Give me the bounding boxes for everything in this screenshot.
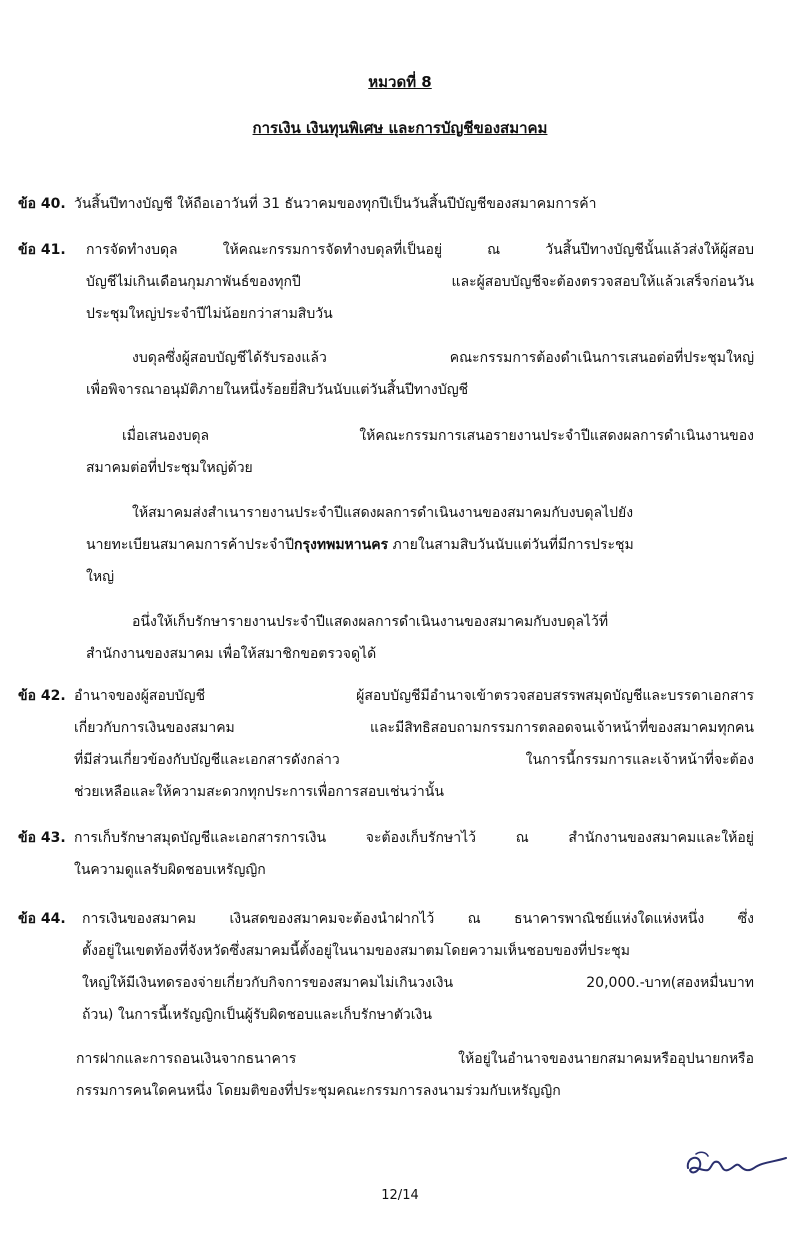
deadline-text: ภายในสามสิบวันนับแต่วันที่มีการประชุม — [388, 537, 634, 553]
clause-line: การจัดทำงบดุล ให้คณะกรรมการจัดทำงบดุลที่เป็นอยู่ ณ วันสิ้นปีทางบัญชีนั้นแล้วส่งให้ผู้สอบ — [86, 242, 754, 258]
clause-number: ข้อ 44. — [18, 911, 66, 927]
clause-line: เกี่ยวกับการเงินของสมาคม และมีสิทธิสอบถามกรรมการตลอดจนเจ้าหน้าที่ของสมาคมทุกคน — [74, 720, 754, 736]
paragraph-line — [86, 529, 754, 561]
clause-line: อำนาจของผู้สอบบัญชี ผู้สอบบัญชีมีอำนาจเข้าตรวจสอบสรรพสมุดบัญชีและบรรดาเอกสาร — [74, 688, 754, 704]
clause-text: วันสิ้นปีทางบัญชี ให้ถือเอาวันที่ 31 ธันวาคมของทุกปีเป็นวันสิ้นปีบัญชีของสมาคมการค้า — [74, 196, 597, 212]
clause-41-paragraph-2 — [86, 342, 754, 406]
clause-line: ถ้วน) ในการนี้เหรัญญิกเป็นผู้รับผิดชอบและเก็บรักษาตัวเงิน — [82, 1007, 432, 1023]
clause-line: ประชุมใหญ่ประจำปีไม่น้อยกว่าสามสิบวัน — [86, 306, 333, 322]
paragraph-line: สมาคมต่อที่ประชุมใหญ่ด้วย — [86, 460, 253, 476]
chapter-subtitle: การเงิน เงินทุนพิเศษ และการบัญชีของสมาคม — [252, 119, 548, 137]
clause-line: ตั้งอยู่ในเขตท้องที่จังหวัดซึ่งสมาคมนี้ตั้งอยู่ในนามของสมาตมโดยความเห็นชอบของที่ประชุม — [82, 943, 631, 959]
clause-line: การเก็บรักษาสมุดบัญชีและเอกสารการเงิน จะต้องเก็บรักษาไว้ ณ สำนักงานของสมาคมและให้อยู่ — [74, 830, 754, 846]
paragraph-line: อนึ่งให้เก็บรักษารายงานประจำปีแสดงผลการดำเนินงานของสมาคมกับงบดุลไว้ที่ — [132, 614, 609, 630]
paragraph-line: ให้สมาคมส่งสำเนารายงานประจำปีแสดงผลการดำเนินงานของสมาคมกับงบดุลไปยัง — [132, 505, 634, 521]
clause-line: ที่มีส่วนเกี่ยวข้องกับบัญชีและเอกสารดังกล่าว ในการนี้กรรมการและเจ้าหน้าที่จะต้อง — [74, 752, 754, 768]
clause-number: ข้อ 43. — [18, 830, 66, 846]
bangkok-bold-text: กรุงทพมหานคร — [294, 537, 389, 553]
clause-line: บัญชีไม่เกินเดือนกุมภาพันธ์ของทุกปี และผู้สอบบัญชีจะต้องตรวจสอบให้แล้วเสร็จก่อนวัน — [86, 274, 754, 290]
paragraph-line: การฝากและการถอนเงินจากธนาคาร ให้อยู่ในอำนาจของนายกสมาคมหรืออุปนายกหรือ — [76, 1051, 754, 1067]
paragraph-line: สำนักงานของสมาคม เพื่อให้สมาชิกขอตรวจดูได้ — [86, 646, 377, 662]
clause-line: ใหญ่ให้มีเงินทดรองจ่ายเกี่ยวกับกิจการของสมาคมไม่เกินวงเงิน 20,000.-บาท(สองหมื่นบาท — [82, 975, 754, 991]
clause-44-paragraph-2 — [76, 1043, 754, 1107]
clause-number: ข้อ 41. — [18, 242, 66, 258]
clause-number: ข้อ 42. — [18, 688, 66, 704]
clause-41-paragraph-4 — [86, 497, 754, 593]
clause-line: ในความดูแลรับผิดชอบเหรัญญิก — [74, 862, 266, 878]
page-number: 12/14 — [381, 1188, 419, 1203]
signature-mark — [682, 1148, 790, 1182]
paragraph-line: กรรมการคนใดคนหนึ่ง โดยมติของที่ประชุมคณะกรรมการลงนามร่วมกับเหรัญญิก — [76, 1083, 561, 1099]
registrar-text: นายทะเบียนสมาคมการค้าประจำปี — [86, 537, 295, 553]
clause-41-paragraph-3 — [86, 420, 754, 484]
clause-line: การเงินของสมาคม เงินสดของสมาคมจะต้องนำฝากไว้ ณ ธนาคารพาณิชย์แห่งใดแห่งหนึ่ง ซึ่ง — [82, 911, 754, 927]
clause-line: ช่วยเหลือและให้ความสะดวกทุกประการเพื่อการสอบเช่นว่านั้น — [74, 784, 444, 800]
paragraph-line: เพื่อพิจารณาอนุมัติภายในหนึ่งร้อยยี่สิบวันนับแต่วันสิ้นปีทางบัญชี — [86, 382, 469, 398]
clause-41-paragraph-5 — [86, 606, 754, 670]
chapter-title: หมวดที่ 8 — [368, 73, 432, 91]
paragraph-line: งบดุลซึ่งผู้สอบบัญชีได้รับรองแล้ว คณะกรรมการต้องดำเนินการเสนอต่อที่ประชุมใหญ่ — [132, 350, 754, 366]
paragraph-line: ใหญ่ — [86, 569, 114, 585]
clause-number: ข้อ 40. — [18, 196, 66, 212]
paragraph-line: เมื่อเสนองบดุล ให้คณะกรรมการเสนอรายงานประจำปีแสดงผลการดำเนินงานของ — [122, 428, 754, 444]
